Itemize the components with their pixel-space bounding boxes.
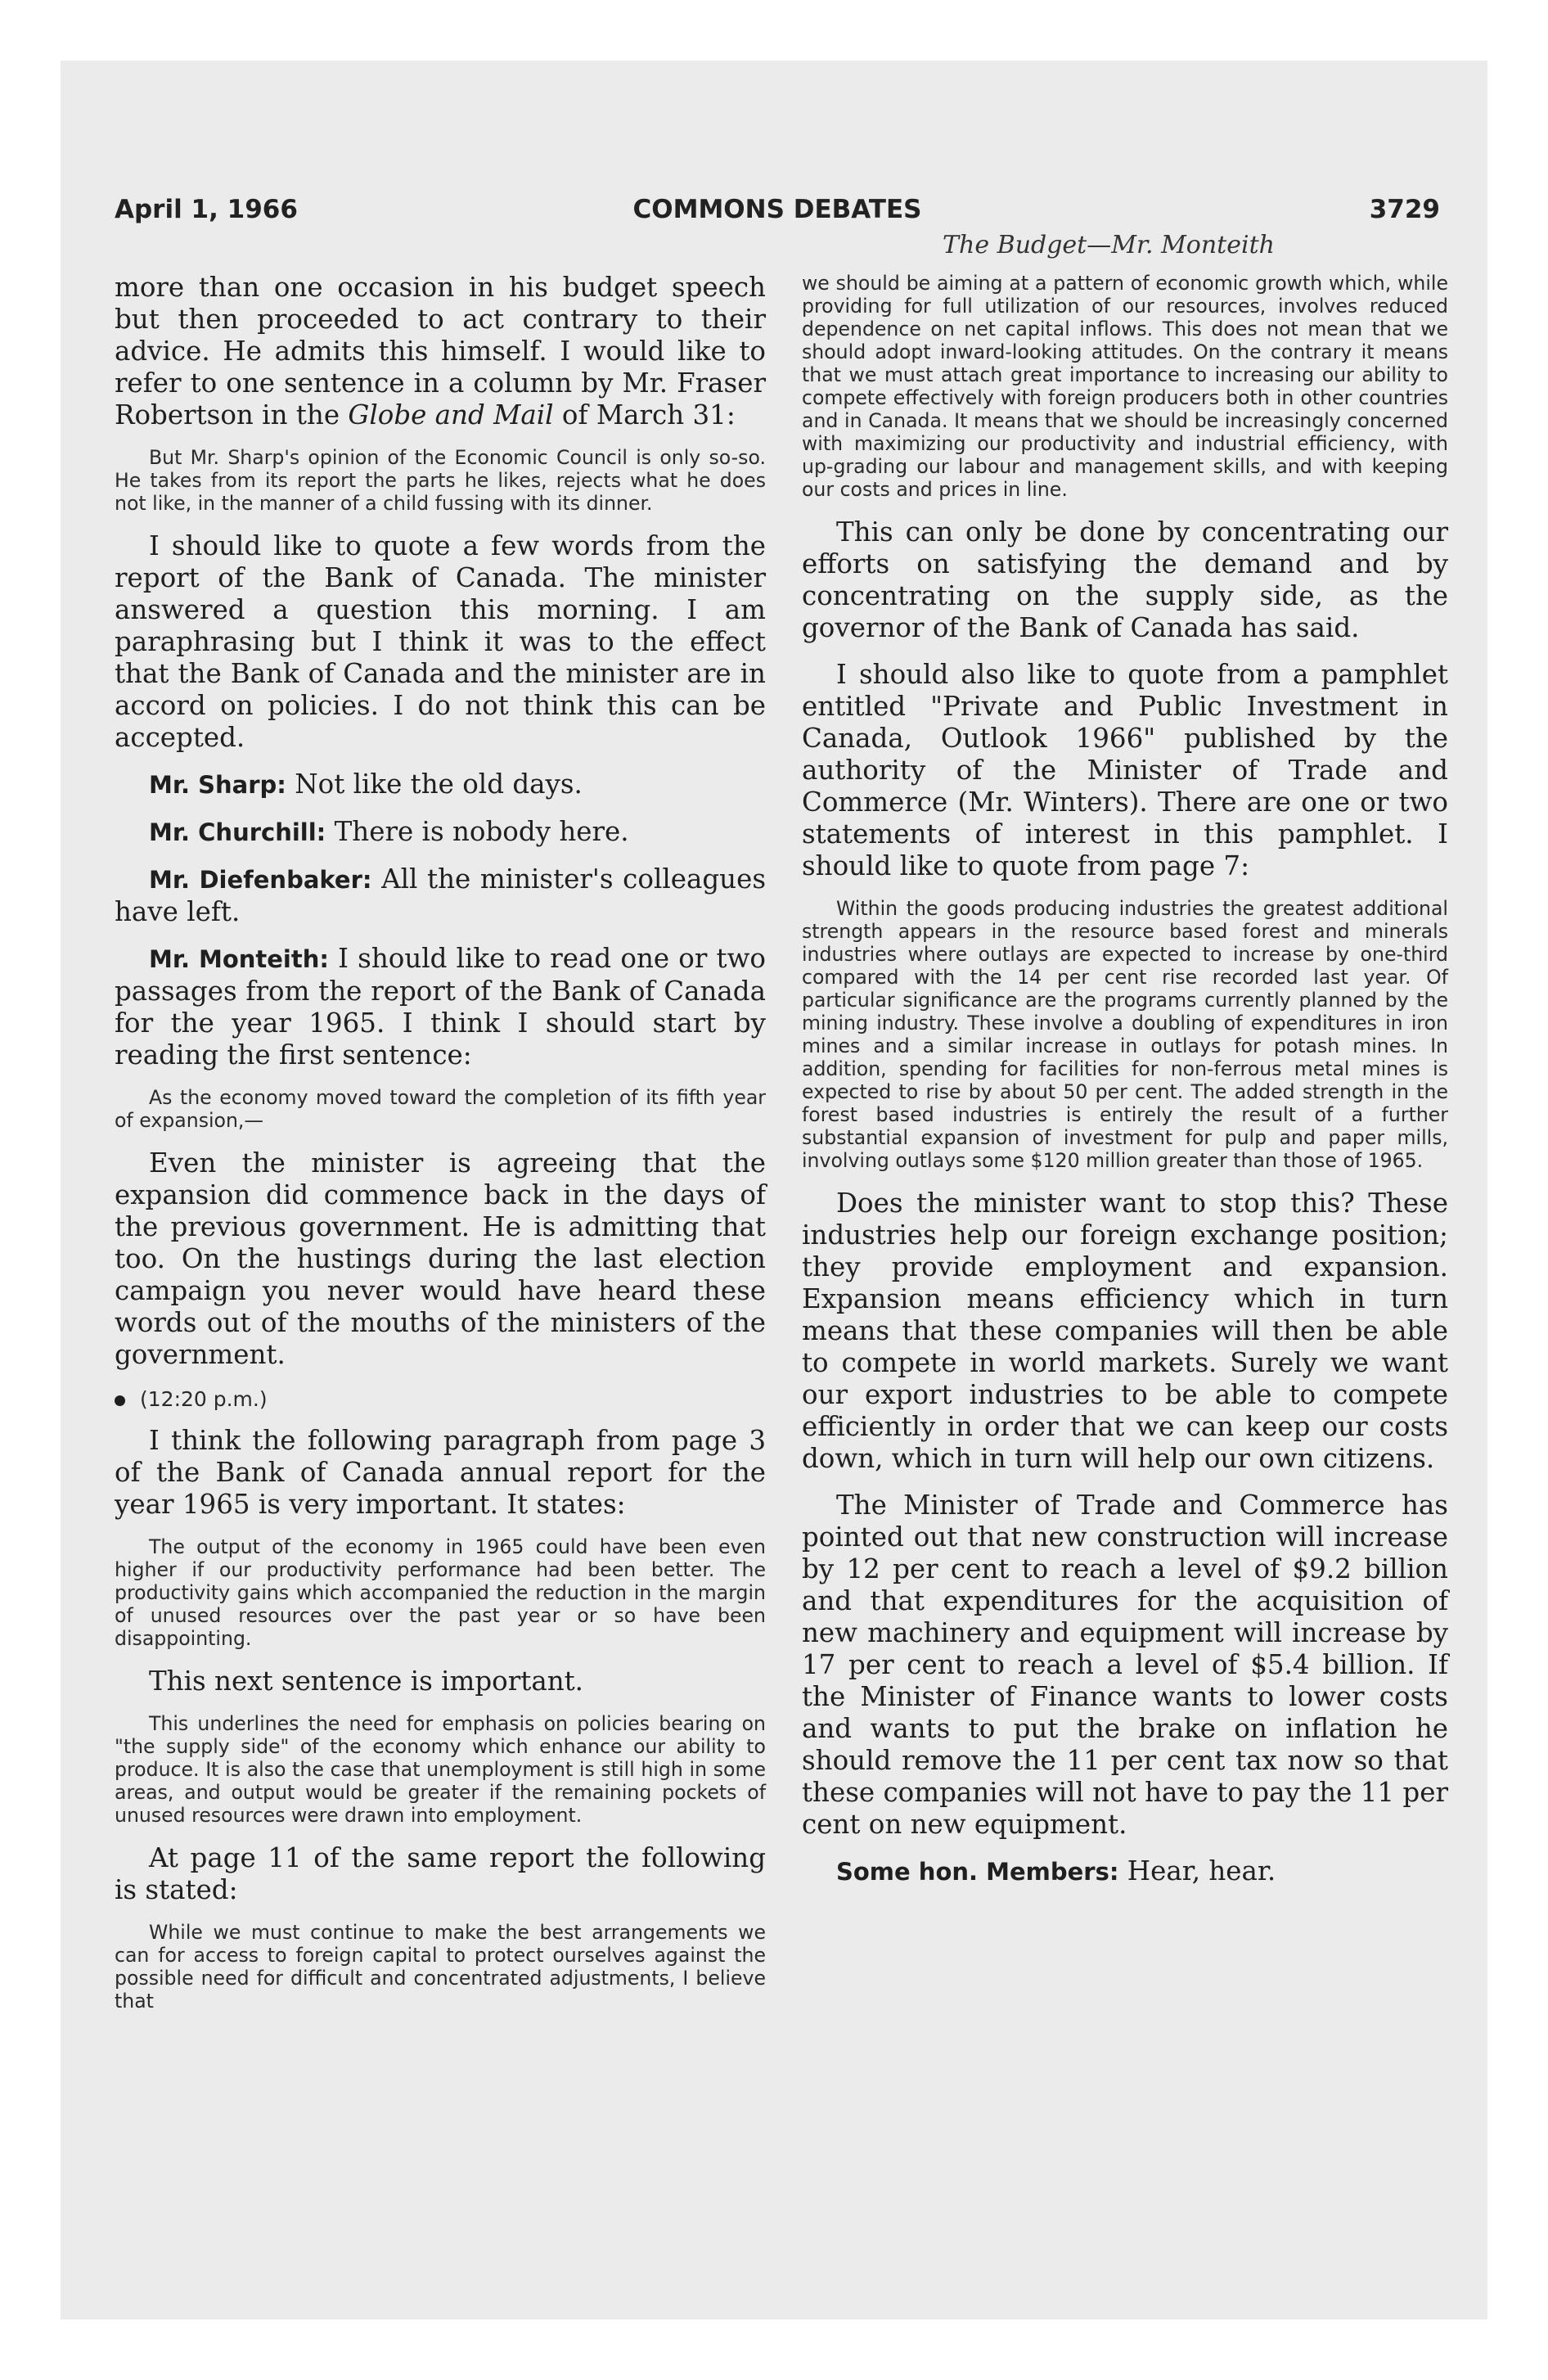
speaker-line: Mr. Diefenbaker: All the minister's colleagues have left. [115, 863, 766, 927]
speaker-name: Mr. Diefenbaker: [149, 866, 372, 894]
quotation: While we must continue to make the best arrangements we can for access to foreign capital to protect ourselves against the possible need for difficult and concentrated adjustments, I believe that [115, 1921, 766, 2013]
speaker-line: Mr. Churchill: There is nobody here. [149, 816, 629, 847]
paragraph: I should like to quote a few words from the report of the Bank of Canada. The minister answered a question this morning. I am paraphrasing but I think it was to the effect that the Bank of Canada and the minister are in accord on policies. I do not think this can be accepted. [115, 530, 766, 753]
quotation: But Mr. Sharp's opinion of the Economic Council is only so-so. He takes from its report the parts he likes, rejects what he does not like, in the manner of a child fussing with its dinner. [115, 446, 766, 515]
page-number: 3729 [1369, 195, 1440, 224]
paragraph: This can only be done by concentrating our efforts on satisfying the demand and by concentrating on the supply side, as the governor of the Bank of Canada has said. [802, 516, 1448, 643]
speaker-name: Mr. Churchill: [149, 818, 326, 846]
right-column [802, 272, 1448, 1903]
quotation: This underlines the need for emphasis on policies bearing on "the supply side" of the economy which enhance our ability to produce. It is also the case that unemployment is still high in some areas, and output would be greater if the remaining pockets of unused resources were drawn into employment. [115, 1712, 766, 1827]
timestamp: (12:20 p.m.) [115, 1386, 766, 1413]
speaker-line: Mr. Monteith: I should like to read one or two passages from the report of the Bank of Canada for the year 1965. I think I should start by reading the first sentence: [115, 943, 766, 1071]
section-subheading: The Budget—Mr. Monteith [943, 231, 1275, 259]
speaker-line: Some hon. Members: Hear, hear. [836, 1855, 1276, 1886]
page-header [115, 195, 1440, 236]
quotation: Within the goods producing industries the greatest additional strength appears in the resource based forest and minerals industries where outlays are expected to increase by one-third compared with the 14 per cent rise recorded last year. Of particular significance are the programs currently planned by the mining industry. These involve a doubling of expenditures in iron mines and a similar increase in outlays for potash mines. In addition, spending for facilities for non-ferrous metal mines is expected to rise by about 50 per cent. The added strength in the forest based industries is entirely the result of a further substantial expansion of investment for pulp and paper mills, involving outlays some $120 million greater than those of 1965. [802, 897, 1448, 1172]
paragraph: Even the minister is agreeing that the expansion did commence back in the days of the previous government. He is admitting that too. On the hustings during the last election campaign you never would have heard these words out of the mouths of the ministers of the government. [115, 1147, 766, 1370]
paragraph: The Minister of Trade and Commerce has pointed out that new construction will increase by 12 per cent to reach a level of $9.2 billion and that expenditures for the acquisition of new machinery and equipment will increase by 17 per cent to reach a level of $5.4 billion. If the Minister of Finance wants to lower costs and wants to put the brake on inflation he should remove the 11 per cent tax now so that these companies will not have to pay the 11 per cent on new equipment. [802, 1490, 1448, 1840]
paragraph: more than one occasion in his budget speech but then proceeded to act contrary to their advice. He admits this himself. I would like to refer to one sentence in a column by Mr. Fraser Robertson in the Globe and Mail of March 31: [115, 272, 766, 430]
bullet-icon [115, 1395, 125, 1406]
header-title: COMMONS DEBATES [632, 195, 922, 224]
quotation: The output of the economy in 1965 could have been even higher if our productivity performance had been better. The productivity gains which accompanied the reduction in the margin of unused resources over the past year or so have been disappointing. [115, 1535, 766, 1650]
newspaper-title: Globe and Mail [348, 399, 554, 430]
quotation: As the economy moved toward the completion of its fifth year of expansion,— [115, 1086, 766, 1132]
paragraph: I think the following paragraph from page 3 of the Bank of Canada annual report for the year 1965 is very important. It states: [115, 1425, 766, 1520]
header-date: April 1, 1966 [115, 195, 298, 224]
speaker-line: Mr. Sharp: Not like the old days. [149, 769, 583, 800]
speaker-name: Mr. Sharp: [149, 771, 286, 799]
paragraph: This next sentence is important. [149, 1666, 584, 1697]
speaker-name: Some hon. Members: [836, 1858, 1119, 1886]
paragraph: At page 11 of the same report the following is stated: [115, 1842, 766, 1905]
quotation: we should be aiming at a pattern of economic growth which, while providing for full utilization of our resources, involves reduced dependence on net capital inflows. This does not mean that we should adopt inward-looking attitudes. On the contrary it means that we must attach great importance to increasing our ability to compete effectively with foreign producers both in other countries and in Canada. It means that we should be increasingly concerned with maximizing our productivity and industrial efficiency, with up-grading our labour and management skills, and with keeping our costs and prices in line. [802, 272, 1448, 501]
speaker-name: Mr. Monteith: [149, 945, 329, 973]
left-column [115, 272, 766, 2028]
paragraph: Does the minister want to stop this? These industries help our foreign exchange position; they provide employment and expansion. Expansion means efficiency which in turn means that these companies will then be able to compete in world markets. Surely we want our export industries to be able to compete efficiently in order that we can keep our costs down, which in turn will help our own citizens. [802, 1188, 1448, 1474]
paragraph: I should also like to quote from a pamphlet entitled "Private and Public Investment in Canada, Outlook 1966" published by the authority of the Minister of Trade and Commerce (Mr. Winters). There are one or two statements of interest in this pamphlet. I should like to quote from page 7: [802, 659, 1448, 881]
